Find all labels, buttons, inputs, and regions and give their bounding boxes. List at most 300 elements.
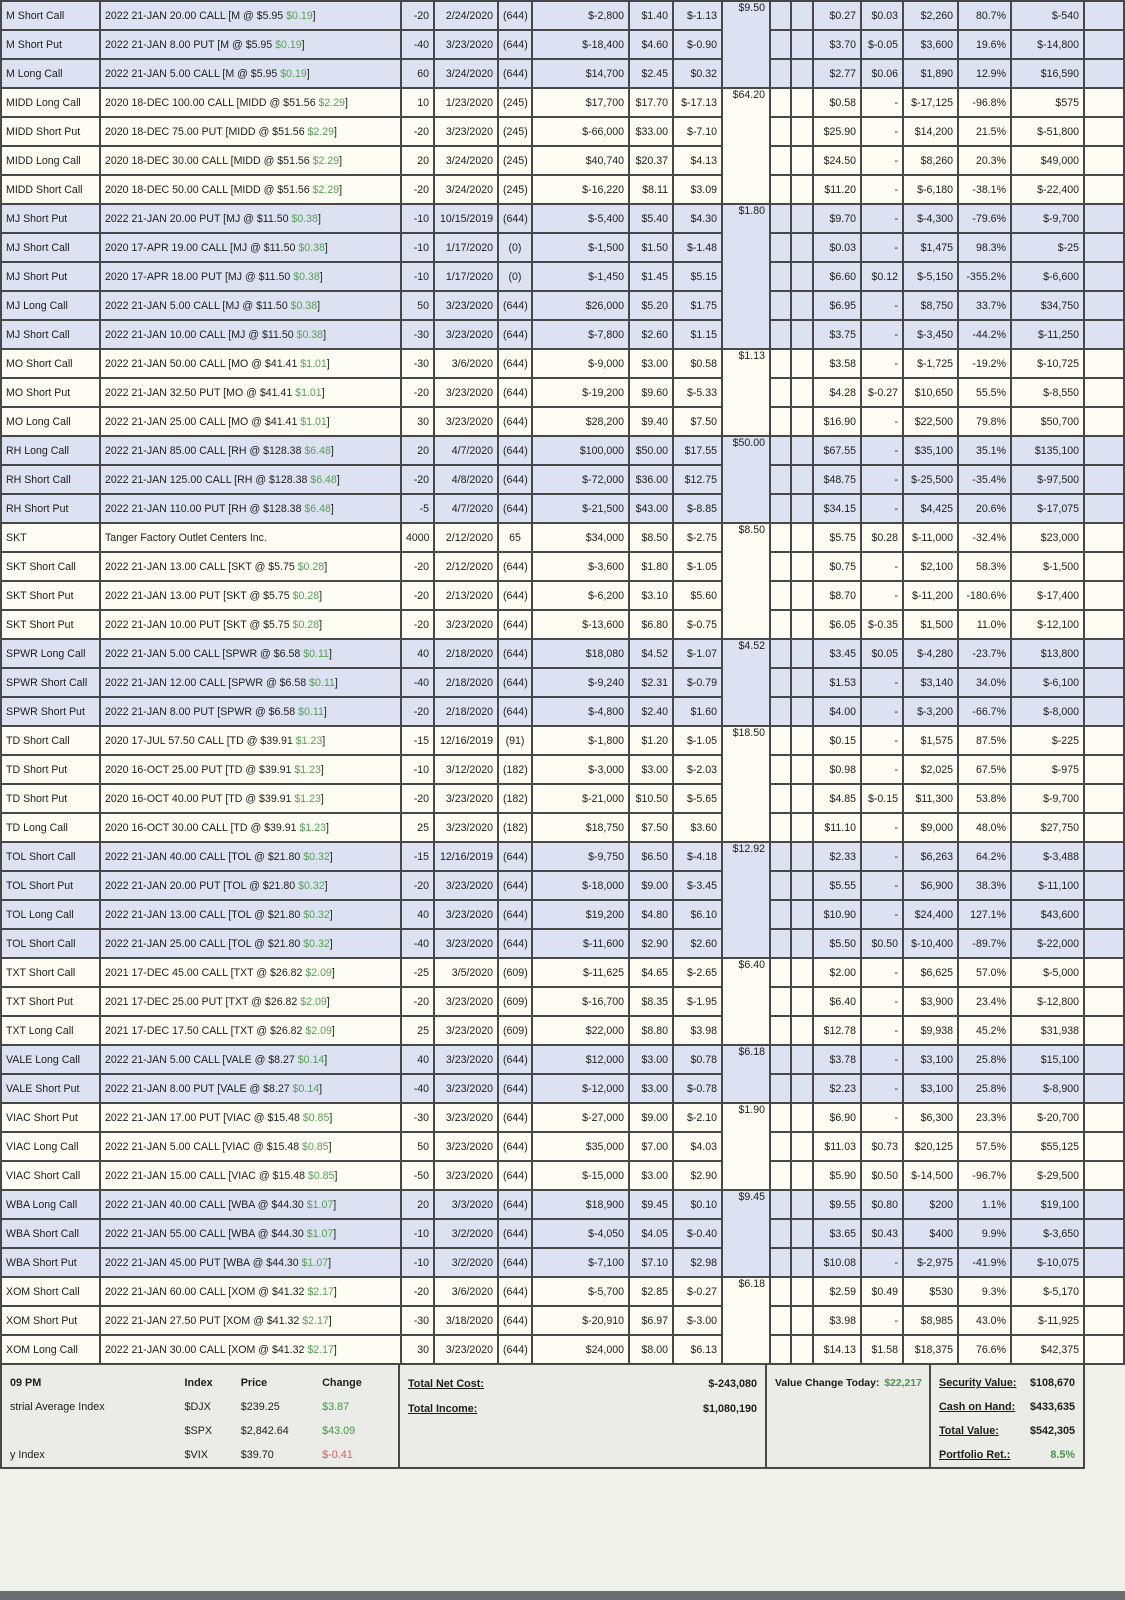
cost-cell: $-21,000 — [532, 784, 629, 813]
description-cell: 2020 16-OCT 40.00 PUT [TD @ $39.91 $1.23] — [100, 784, 401, 813]
quantity-cell: -20 — [401, 1, 434, 30]
right-spacer-cell — [1084, 929, 1124, 958]
day-change-cell: $0.12 — [861, 262, 903, 291]
position-row — [1, 1103, 1124, 1132]
quantity-cell: -40 — [401, 1074, 434, 1103]
index-change: $-0.41 — [322, 1449, 353, 1461]
percent-cell: 23.4% — [958, 987, 1011, 1016]
current-price-cell: $16.90 — [813, 407, 861, 436]
current-price-cell: $5.50 — [813, 929, 861, 958]
day-change-cell: - — [861, 1045, 903, 1074]
days-cell: (644) — [498, 668, 532, 697]
right-spacer-cell — [1084, 697, 1124, 726]
current-price-cell: $11.03 — [813, 1132, 861, 1161]
group-ref-price-cell: $9.45 — [722, 1190, 770, 1277]
price-cell: $1.80 — [629, 552, 673, 581]
quantity-cell: 50 — [401, 291, 434, 320]
value-cell: $27,750 — [1011, 813, 1084, 842]
quantity-cell: -30 — [401, 320, 434, 349]
quantity-cell: -20 — [401, 117, 434, 146]
percent-cell: 25.8% — [958, 1045, 1011, 1074]
change-cell: $1.60 — [673, 697, 722, 726]
group-ref-price-cell: $64.20 — [722, 88, 770, 204]
current-price-cell: $48.75 — [813, 465, 861, 494]
group-ref-price-cell: $1.13 — [722, 349, 770, 436]
change-cell: $-1.05 — [673, 726, 722, 755]
right-spacer-cell — [1084, 610, 1124, 639]
gain-cell: $-2,975 — [903, 1248, 958, 1277]
right-spacer-cell — [1084, 755, 1124, 784]
quantity-cell: 40 — [401, 1045, 434, 1074]
current-price-cell: $2.33 — [813, 842, 861, 871]
day-change-cell: - — [861, 697, 903, 726]
current-price-cell: $2.77 — [813, 59, 861, 88]
position-row — [1, 233, 1124, 262]
spacer-cell — [770, 1016, 791, 1045]
current-price-cell: $2.59 — [813, 1277, 861, 1306]
change-cell: $7.50 — [673, 407, 722, 436]
day-change-cell: $0.49 — [861, 1277, 903, 1306]
spacer-cell — [791, 755, 813, 784]
spacer-cell — [791, 987, 813, 1016]
right-spacer-cell — [1084, 1306, 1124, 1335]
price-cell: $33.00 — [629, 117, 673, 146]
quantity-cell: 4000 — [401, 523, 434, 552]
change-cell: $-7.10 — [673, 117, 722, 146]
days-cell: (644) — [498, 1335, 532, 1364]
day-change-cell: $0.28 — [861, 523, 903, 552]
gain-cell: $20,125 — [903, 1132, 958, 1161]
price-cell: $4.65 — [629, 958, 673, 987]
index-price: $2,842.64 — [240, 1425, 289, 1437]
date-cell: 1/17/2020 — [434, 233, 498, 262]
price-cell: $7.00 — [629, 1132, 673, 1161]
value-cell: $-97,500 — [1011, 465, 1084, 494]
date-cell: 3/23/2020 — [434, 1045, 498, 1074]
current-price-cell: $25.90 — [813, 117, 861, 146]
current-price-cell: $1.53 — [813, 668, 861, 697]
cost-cell: $-5,400 — [532, 204, 629, 233]
change-cell: $-3.00 — [673, 1306, 722, 1335]
current-price-cell: $0.98 — [813, 755, 861, 784]
position-name-cell: MIDD Long Call — [1, 88, 100, 117]
portfolio-return-label: Portfolio Ret.: — [939, 1449, 1011, 1461]
date-cell: 3/23/2020 — [434, 30, 498, 59]
quantity-cell: -15 — [401, 842, 434, 871]
spacer-cell — [770, 697, 791, 726]
index-price: $239.25 — [240, 1401, 280, 1413]
percent-cell: -180.6% — [958, 581, 1011, 610]
position-name-cell: SPWR Short Put — [1, 697, 100, 726]
cost-cell: $35,000 — [532, 1132, 629, 1161]
percent-cell: 80.7% — [958, 1, 1011, 30]
date-cell: 2/18/2020 — [434, 697, 498, 726]
quantity-cell: -10 — [401, 233, 434, 262]
spacer-cell — [770, 1248, 791, 1277]
cost-cell: $26,000 — [532, 291, 629, 320]
spacer-cell — [791, 1132, 813, 1161]
position-row — [1, 552, 1124, 581]
position-row — [1, 987, 1124, 1016]
day-change-cell: - — [861, 146, 903, 175]
position-row — [1, 755, 1124, 784]
change-cell: $6.10 — [673, 900, 722, 929]
position-row — [1, 1248, 1124, 1277]
spacer-cell — [791, 59, 813, 88]
price-cell: $36.00 — [629, 465, 673, 494]
description-cell: 2022 21-JAN 40.00 CALL [WBA @ $44.30 $1.07] — [100, 1190, 401, 1219]
right-spacer-cell — [1084, 59, 1124, 88]
change-cell: $-1.13 — [673, 1, 722, 30]
position-name-cell: XOM Short Call — [1, 1277, 100, 1306]
position-row — [1, 436, 1124, 465]
gain-cell: $9,000 — [903, 813, 958, 842]
current-price-cell: $8.70 — [813, 581, 861, 610]
spacer-cell — [791, 813, 813, 842]
right-spacer-cell — [1084, 726, 1124, 755]
spacer-cell — [791, 204, 813, 233]
total-income-value: $1,080,190 — [702, 1402, 757, 1415]
value-cell: $-9,700 — [1011, 204, 1084, 233]
description-cell: 2020 17-JUL 57.50 CALL [TD @ $39.91 $1.23] — [100, 726, 401, 755]
group-ref-price-cell: $18.50 — [722, 726, 770, 842]
quantity-cell: -50 — [401, 1161, 434, 1190]
gain-cell: $6,625 — [903, 958, 958, 987]
spacer-cell — [791, 1190, 813, 1219]
percent-cell: 12.9% — [958, 59, 1011, 88]
position-row — [1, 88, 1124, 117]
spacer-cell — [791, 523, 813, 552]
quantity-cell: 10 — [401, 88, 434, 117]
change-cell: $3.98 — [673, 1016, 722, 1045]
value-cell: $-10,725 — [1011, 349, 1084, 378]
cost-cell: $18,900 — [532, 1190, 629, 1219]
spacer-cell — [770, 1103, 791, 1132]
spacer-cell — [770, 1132, 791, 1161]
quantity-cell: -20 — [401, 378, 434, 407]
day-change-cell: - — [861, 900, 903, 929]
spacer-cell — [791, 291, 813, 320]
days-cell: (91) — [498, 726, 532, 755]
position-name-cell: TXT Long Call — [1, 1016, 100, 1045]
position-name-cell: VIAC Long Call — [1, 1132, 100, 1161]
price-cell: $8.50 — [629, 523, 673, 552]
position-row — [1, 1, 1124, 30]
description-cell: 2022 21-JAN 10.00 PUT [SKT @ $5.75 $0.28] — [100, 610, 401, 639]
percent-cell: -38.1% — [958, 175, 1011, 204]
days-cell: (245) — [498, 175, 532, 204]
right-spacer-cell — [1084, 1, 1124, 30]
cost-cell: $22,000 — [532, 1016, 629, 1045]
total-value-amount: $542,305 — [1029, 1425, 1075, 1437]
cost-cell: $-72,000 — [532, 465, 629, 494]
change-cell: $-0.75 — [673, 610, 722, 639]
indices-header-row — [10, 1371, 390, 1395]
spacer-cell — [791, 1, 813, 30]
description-cell: 2020 18-DEC 50.00 CALL [MIDD @ $51.56 $2.29] — [100, 175, 401, 204]
right-spacer-cell — [1084, 117, 1124, 146]
gain-cell: $-3,450 — [903, 320, 958, 349]
value-cell: $135,100 — [1011, 436, 1084, 465]
change-cell: $4.30 — [673, 204, 722, 233]
spacer-cell — [770, 349, 791, 378]
days-cell: (245) — [498, 117, 532, 146]
days-cell: (644) — [498, 30, 532, 59]
date-cell: 3/12/2020 — [434, 755, 498, 784]
change-cell: $-0.79 — [673, 668, 722, 697]
position-row — [1, 117, 1124, 146]
group-ref-price-cell: $8.50 — [722, 523, 770, 639]
price-cell: $3.00 — [629, 349, 673, 378]
right-spacer-cell — [1084, 1277, 1124, 1306]
spacer-cell — [770, 59, 791, 88]
description-cell: 2022 21-JAN 10.00 CALL [MJ @ $11.50 $0.38] — [100, 320, 401, 349]
value-cell: $-29,500 — [1011, 1161, 1084, 1190]
group-ref-price-cell: $6.18 — [722, 1045, 770, 1103]
change-cell: $12.75 — [673, 465, 722, 494]
position-name-cell: TOL Long Call — [1, 900, 100, 929]
index-col-header: Index — [184, 1377, 213, 1389]
percent-cell: 87.5% — [958, 726, 1011, 755]
footer-time: 09 PM — [10, 1377, 42, 1389]
date-cell: 2/18/2020 — [434, 668, 498, 697]
date-cell: 3/23/2020 — [434, 291, 498, 320]
current-price-cell: $3.70 — [813, 30, 861, 59]
value-cell: $-8,900 — [1011, 1074, 1084, 1103]
spacer-cell — [770, 1045, 791, 1074]
right-spacer-cell — [1084, 378, 1124, 407]
gain-cell: $2,260 — [903, 1, 958, 30]
current-price-cell: $11.10 — [813, 813, 861, 842]
day-change-cell: - — [861, 175, 903, 204]
current-price-cell: $3.65 — [813, 1219, 861, 1248]
gain-cell: $-4,300 — [903, 204, 958, 233]
right-spacer-cell — [1084, 987, 1124, 1016]
value-cell: $-225 — [1011, 726, 1084, 755]
position-name-cell: RH Short Call — [1, 465, 100, 494]
percent-cell: 9.3% — [958, 1277, 1011, 1306]
day-change-cell: - — [861, 117, 903, 146]
position-name-cell: M Long Call — [1, 59, 100, 88]
position-name-cell: TXT Short Call — [1, 958, 100, 987]
change-cell: $2.90 — [673, 1161, 722, 1190]
quantity-cell: -20 — [401, 784, 434, 813]
total-value-row — [939, 1419, 1075, 1443]
percent-cell: 57.0% — [958, 958, 1011, 987]
spacer-cell — [770, 1161, 791, 1190]
quantity-cell: 40 — [401, 639, 434, 668]
cost-cell: $28,200 — [532, 407, 629, 436]
change-cell: $-4.18 — [673, 842, 722, 871]
quantity-cell: 20 — [401, 1190, 434, 1219]
description-cell: 2022 21-JAN 110.00 PUT [RH @ $128.38 $6.48] — [100, 494, 401, 523]
spacer-cell — [791, 407, 813, 436]
value-cell: $13,800 — [1011, 639, 1084, 668]
day-change-cell: $0.50 — [861, 929, 903, 958]
cost-cell: $-7,800 — [532, 320, 629, 349]
description-cell: 2022 21-JAN 5.00 CALL [M @ $5.95 $0.19] — [100, 59, 401, 88]
current-price-cell: $0.75 — [813, 552, 861, 581]
position-name-cell: SKT Short Call — [1, 552, 100, 581]
quantity-cell: -20 — [401, 581, 434, 610]
quantity-cell: -40 — [401, 30, 434, 59]
position-name-cell: TOL Short Call — [1, 929, 100, 958]
gain-cell: $-6,180 — [903, 175, 958, 204]
gain-cell: $6,263 — [903, 842, 958, 871]
price-cell: $6.97 — [629, 1306, 673, 1335]
percent-cell: -35.4% — [958, 465, 1011, 494]
spacer-cell — [791, 842, 813, 871]
description-cell: 2022 21-JAN 27.50 PUT [XOM @ $41.32 $2.17] — [100, 1306, 401, 1335]
right-spacer-cell — [1084, 871, 1124, 900]
cost-cell: $18,750 — [532, 813, 629, 842]
spacer-cell — [791, 552, 813, 581]
spacer-cell — [791, 610, 813, 639]
spacer-cell — [770, 610, 791, 639]
description-cell: 2022 21-JAN 20.00 CALL [M @ $5.95 $0.19] — [100, 1, 401, 30]
price-cell: $7.10 — [629, 1248, 673, 1277]
date-cell: 3/23/2020 — [434, 117, 498, 146]
date-cell: 3/6/2020 — [434, 349, 498, 378]
cost-cell: $-18,000 — [532, 871, 629, 900]
position-name-cell: SKT — [1, 523, 100, 552]
position-row — [1, 1045, 1124, 1074]
quantity-cell: 25 — [401, 1016, 434, 1045]
price-cell: $9.60 — [629, 378, 673, 407]
index-symbol: $DJX — [184, 1401, 211, 1413]
current-price-cell: $11.20 — [813, 175, 861, 204]
price-cell: $7.50 — [629, 813, 673, 842]
cost-cell: $14,700 — [532, 59, 629, 88]
right-spacer-cell — [1084, 668, 1124, 697]
spacer-cell — [770, 494, 791, 523]
position-row — [1, 59, 1124, 88]
price-cell: $6.50 — [629, 842, 673, 871]
date-cell: 2/12/2020 — [434, 523, 498, 552]
days-cell: (644) — [498, 552, 532, 581]
description-cell: 2020 17-APR 18.00 PUT [MJ @ $11.50 $0.38] — [100, 262, 401, 291]
position-row — [1, 1132, 1124, 1161]
spacer-cell — [770, 813, 791, 842]
gain-cell: $3,100 — [903, 1074, 958, 1103]
right-spacer-cell — [1084, 552, 1124, 581]
days-cell: 65 — [498, 523, 532, 552]
date-cell: 2/12/2020 — [434, 552, 498, 581]
position-name-cell: MJ Short Call — [1, 320, 100, 349]
quantity-cell: -20 — [401, 987, 434, 1016]
index-label: strial Average Index — [10, 1401, 105, 1413]
price-cell: $2.45 — [629, 59, 673, 88]
current-price-cell: $9.70 — [813, 204, 861, 233]
percent-cell: -355.2% — [958, 262, 1011, 291]
position-name-cell: MJ Short Call — [1, 233, 100, 262]
day-change-cell: - — [861, 1103, 903, 1132]
days-cell: (644) — [498, 639, 532, 668]
cost-cell: $19,200 — [532, 900, 629, 929]
position-name-cell: RH Long Call — [1, 436, 100, 465]
value-cell: $-975 — [1011, 755, 1084, 784]
description-cell: 2022 21-JAN 45.00 PUT [WBA @ $44.30 $1.07] — [100, 1248, 401, 1277]
value-cell: $-6,100 — [1011, 668, 1084, 697]
cost-cell: $-18,400 — [532, 30, 629, 59]
date-cell: 3/23/2020 — [434, 378, 498, 407]
position-row — [1, 146, 1124, 175]
day-change-cell: - — [861, 726, 903, 755]
date-cell: 1/17/2020 — [434, 262, 498, 291]
change-cell: $2.98 — [673, 1248, 722, 1277]
spacer-cell — [791, 436, 813, 465]
day-change-cell: $-0.27 — [861, 378, 903, 407]
bottom-window-edge — [0, 1591, 1125, 1600]
position-name-cell: SPWR Long Call — [1, 639, 100, 668]
right-spacer-cell — [1084, 1161, 1124, 1190]
day-change-cell: $0.03 — [861, 1, 903, 30]
percent-cell: 20.3% — [958, 146, 1011, 175]
position-name-cell: M Short Call — [1, 1, 100, 30]
right-spacer-cell — [1084, 958, 1124, 987]
right-spacer-cell — [1084, 1248, 1124, 1277]
days-cell: (609) — [498, 987, 532, 1016]
change-cell: $-2.10 — [673, 1103, 722, 1132]
quantity-cell: 20 — [401, 436, 434, 465]
spacer-cell — [791, 929, 813, 958]
current-price-cell: $6.90 — [813, 1103, 861, 1132]
gain-cell: $2,025 — [903, 755, 958, 784]
total-income-label: Total Income: — [408, 1402, 478, 1415]
spacer-cell — [791, 1306, 813, 1335]
days-cell: (644) — [498, 610, 532, 639]
date-cell: 3/23/2020 — [434, 784, 498, 813]
date-cell: 3/23/2020 — [434, 1074, 498, 1103]
change-cell: $-8.85 — [673, 494, 722, 523]
spacer-cell — [791, 668, 813, 697]
security-value-label: Security Value: — [939, 1377, 1017, 1389]
cost-cell: $-27,000 — [532, 1103, 629, 1132]
spacer-cell — [770, 1074, 791, 1103]
price-cell: $10.50 — [629, 784, 673, 813]
change-cell: $-0.27 — [673, 1277, 722, 1306]
spacer-cell — [770, 175, 791, 204]
day-change-cell: - — [861, 88, 903, 117]
spacer-cell — [791, 1161, 813, 1190]
totals-panel — [400, 1365, 767, 1467]
group-ref-price-cell: $6.40 — [722, 958, 770, 1045]
position-name-cell: TD Short Put — [1, 784, 100, 813]
value-cell: $-540 — [1011, 1, 1084, 30]
value-change-panel — [767, 1365, 931, 1467]
current-price-cell: $67.55 — [813, 436, 861, 465]
spacer-cell — [770, 117, 791, 146]
spacer-cell — [770, 1, 791, 30]
current-price-cell: $3.75 — [813, 320, 861, 349]
current-price-cell: $0.03 — [813, 233, 861, 262]
position-row — [1, 407, 1124, 436]
security-value-row — [939, 1371, 1075, 1395]
percent-cell: -89.7% — [958, 929, 1011, 958]
current-price-cell: $0.58 — [813, 88, 861, 117]
day-change-cell: - — [861, 407, 903, 436]
right-spacer-cell — [1084, 88, 1124, 117]
index-price: $39.70 — [240, 1449, 274, 1461]
value-cell: $-11,925 — [1011, 1306, 1084, 1335]
description-cell: 2022 21-JAN 13.00 CALL [TOL @ $21.80 $0.32] — [100, 900, 401, 929]
description-cell: 2022 21-JAN 8.00 PUT [M @ $5.95 $0.19] — [100, 30, 401, 59]
price-cell: $9.45 — [629, 1190, 673, 1219]
change-cell: $-1.48 — [673, 233, 722, 262]
right-spacer-cell — [1084, 436, 1124, 465]
index-symbol: $SPX — [184, 1425, 213, 1437]
days-cell: (644) — [498, 1132, 532, 1161]
